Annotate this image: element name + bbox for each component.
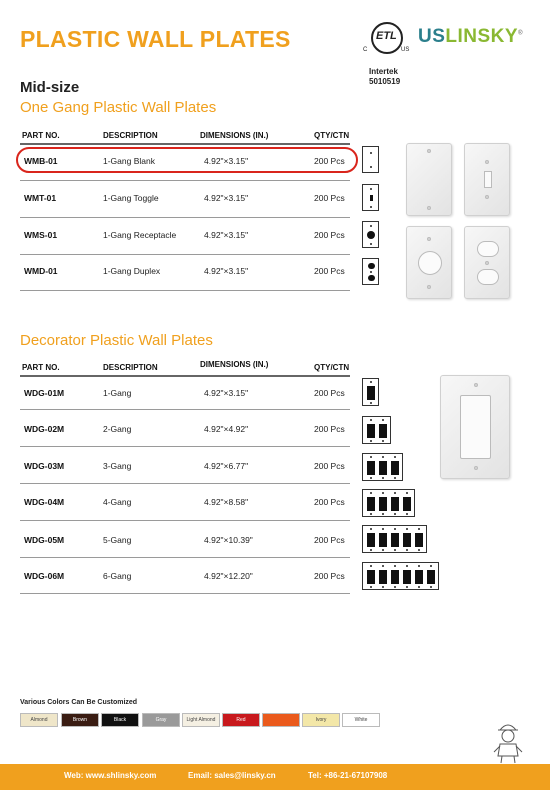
- footer-email[interactable]: Email: sales@linsky.cn: [188, 771, 276, 780]
- brand-suffix: LINSKY: [445, 26, 519, 47]
- decorator-4-gang-icon: [362, 489, 415, 517]
- section-label: Mid-size: [20, 79, 80, 96]
- quantity: 200 Pcs: [314, 193, 345, 203]
- quantity: 200 Pcs: [314, 461, 345, 471]
- one-gang-title: One Gang Plastic Wall Plates: [20, 99, 217, 116]
- col-part-no: PART NO.: [22, 363, 60, 372]
- dimensions: 4.92"×10.39": [204, 535, 253, 545]
- description: 1-Gang Toggle: [103, 193, 159, 203]
- decorator-6-gang-icon: [362, 562, 439, 590]
- color-swatch: Almond: [20, 713, 58, 727]
- description: 1-Gang Duplex: [103, 266, 161, 276]
- blank-plate-photo: [406, 143, 452, 216]
- dimensions: 4.92"×3.15": [204, 230, 249, 240]
- col-part-no: PART NO.: [22, 131, 60, 140]
- quantity: 200 Pcs: [314, 388, 345, 398]
- description: 4-Gang: [103, 497, 132, 507]
- duplex-plate-icon: [362, 258, 379, 285]
- quantity: 200 Pcs: [314, 535, 345, 545]
- color-swatch: Black: [101, 713, 139, 727]
- brand-registered: ®: [518, 30, 524, 37]
- decorator-plate-photo: [440, 375, 510, 479]
- toggle-plate-photo: [464, 143, 510, 216]
- col-description: DESCRIPTION: [103, 131, 158, 140]
- footer-bar: [0, 764, 550, 790]
- row-divider: [20, 409, 350, 410]
- decorator-1-gang-icon: [362, 378, 379, 406]
- footer-web[interactable]: Web: www.shlinsky.com: [64, 771, 157, 780]
- blank-plate-icon: [362, 146, 379, 173]
- color-swatch: Red: [222, 713, 260, 727]
- col-qty: QTY/CTN: [314, 363, 350, 372]
- col-description: DESCRIPTION: [103, 363, 158, 372]
- header-divider: [20, 375, 350, 377]
- part-number: WDG-02M: [24, 424, 65, 434]
- description: 6-Gang: [103, 571, 132, 581]
- colors-label: Various Colors Can Be Customized: [20, 699, 138, 706]
- color-swatch: [262, 713, 300, 727]
- cert-mark-text: ETL: [376, 30, 397, 42]
- decorator-3-gang-icon: [362, 453, 403, 481]
- part-number: WDG-01M: [24, 388, 65, 398]
- part-number: WMT-01: [24, 193, 57, 203]
- row-divider: [20, 254, 350, 255]
- dimensions: 4.92"×4.92": [204, 424, 249, 434]
- toggle-plate-icon: [362, 184, 379, 211]
- color-swatch: Brown: [61, 713, 99, 727]
- etl-certification-logo: [362, 22, 412, 97]
- receptacle-plate-icon: [362, 221, 379, 248]
- color-swatch: Gray: [142, 713, 180, 727]
- row-divider: [20, 593, 350, 594]
- description: 1-Gang Blank: [103, 156, 155, 166]
- row-divider: [20, 557, 350, 558]
- quantity: 200 Pcs: [314, 424, 345, 434]
- cert-number: 5010519: [369, 77, 401, 86]
- quantity: 200 Pcs: [314, 156, 345, 166]
- duplex-plate-photo: [464, 226, 510, 299]
- col-dimensions: DIMENSIONS (IN.): [200, 131, 269, 140]
- description: 1-Gang Receptacle: [103, 230, 177, 240]
- part-number: WDG-04M: [24, 497, 65, 507]
- quantity: 200 Pcs: [314, 266, 345, 276]
- part-number: WMD-01: [24, 266, 58, 276]
- cert-c-text: C: [363, 47, 368, 53]
- description: 3-Gang: [103, 461, 132, 471]
- row-divider: [20, 217, 350, 218]
- cert-us-text: US: [401, 47, 410, 53]
- cert-name: Intertek: [369, 67, 398, 76]
- worker-mascot-icon: [488, 718, 528, 764]
- dimensions: 4.92"×12.20": [204, 571, 253, 581]
- brand-prefix: US: [418, 26, 446, 47]
- col-dimensions: DIMENSIONS (IN.): [200, 360, 269, 369]
- dimensions: 4.92"×3.15": [204, 193, 249, 203]
- row-divider: [20, 180, 350, 181]
- description: 5-Gang: [103, 535, 132, 545]
- description: 1-Gang: [103, 388, 132, 398]
- receptacle-plate-photo: [406, 226, 452, 299]
- brand-logo: [418, 26, 523, 48]
- row-divider: [20, 520, 350, 521]
- decorator-5-gang-icon: [362, 525, 427, 553]
- description: 2-Gang: [103, 424, 132, 434]
- decorator-title: Decorator Plastic Wall Plates: [20, 332, 213, 349]
- quantity: 200 Pcs: [314, 571, 345, 581]
- part-number: WDG-06M: [24, 571, 65, 581]
- quantity: 200 Pcs: [314, 230, 345, 240]
- row-divider: [20, 483, 350, 484]
- part-number: WMB-01: [24, 156, 58, 166]
- dimensions: 4.92"×3.15": [204, 156, 249, 166]
- part-number: WMS-01: [24, 230, 58, 240]
- row-divider: [20, 290, 350, 291]
- header-divider: [20, 143, 350, 145]
- dimensions: 4.92"×3.15": [204, 266, 249, 276]
- col-qty: QTY/CTN: [314, 131, 350, 140]
- color-swatch: Ivory: [302, 713, 340, 727]
- part-number: WDG-03M: [24, 461, 65, 471]
- dimensions: 4.92"×8.58": [204, 497, 249, 507]
- part-number: WDG-05M: [24, 535, 65, 545]
- quantity: 200 Pcs: [314, 497, 345, 507]
- color-swatch: Light Almond: [182, 713, 220, 727]
- footer-tel: Tel: +86-21-67107908: [308, 771, 388, 780]
- row-divider: [20, 446, 350, 447]
- highlight-ring: [16, 147, 358, 173]
- dimensions: 4.92"×3.15": [204, 388, 249, 398]
- dimensions: 4.92"×6.77": [204, 461, 249, 471]
- page-title: PLASTIC WALL PLATES: [20, 26, 291, 52]
- color-swatch: White: [342, 713, 380, 727]
- decorator-2-gang-icon: [362, 416, 391, 444]
